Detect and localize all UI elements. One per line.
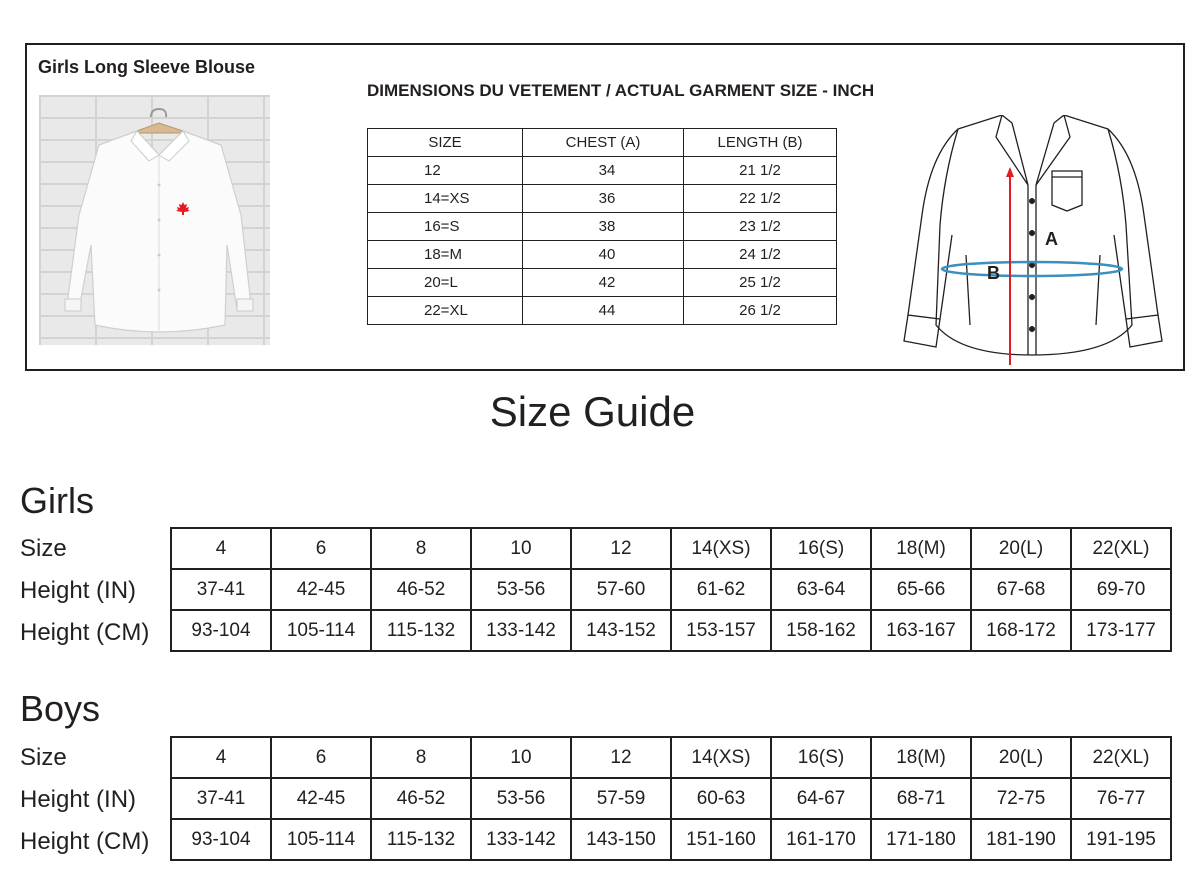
length-label-b: B [987,263,1000,283]
height-in-cell: 53-56 [471,778,571,819]
size-cell: 16(S) [771,737,871,778]
blouse-photo-illustration [39,95,270,345]
garment-table-header [368,129,837,157]
size-cell: 4 [171,528,271,569]
row-label-height-in: Height (IN) [20,786,137,813]
height-in-cell: 57-60 [571,569,671,610]
height-in-cell: 72-75 [971,778,1071,819]
girls-size-table [170,527,1172,652]
height-cm-row [171,610,1171,651]
chest-cell: 42 [523,269,684,297]
length-cell: 26 1/2 [684,297,837,325]
height-in-cell: 37-41 [171,569,271,610]
size-cell: 8 [371,528,471,569]
size-cell: 20(L) [971,528,1071,569]
chest-cell: 34 [523,157,684,185]
size-cell: 14(XS) [671,737,771,778]
size-cell: 14=XS [368,185,523,213]
height-in-cell: 42-45 [271,569,371,610]
size-cell: 22(XL) [1071,528,1171,569]
height-in-cell: 46-52 [371,569,471,610]
table-row [368,241,837,269]
height-in-row [171,778,1171,819]
size-cell: 8 [371,737,471,778]
size-cell: 12 [571,528,671,569]
table-row [368,269,837,297]
table-row [368,157,837,185]
length-cell: 23 1/2 [684,213,837,241]
shirt-buttons [1029,198,1035,332]
size-cell: 14(XS) [671,528,771,569]
maple-leaf-logo-icon [176,202,190,218]
chest-cell: 36 [523,185,684,213]
height-in-cell: 67-68 [971,569,1071,610]
size-cell: 20(L) [971,737,1071,778]
size-cell: 6 [271,528,371,569]
garment-size-heading: DIMENSIONS DU VETEMENT / ACTUAL GARMENT SIZE - INCH [367,81,875,100]
size-cell: 12 [368,157,523,185]
boys-row-labels [20,737,149,863]
row-label-size: Size [20,744,67,771]
chest-cell: 38 [523,213,684,241]
size-cell: 16=S [368,213,523,241]
size-cell: 22=XL [368,297,523,325]
boys-size-table [170,736,1172,861]
size-row [171,737,1171,778]
height-cm-cell: 105-114 [271,819,371,860]
column-header: CHEST (A) [523,129,684,157]
length-cell: 22 1/2 [684,185,837,213]
height-in-cell: 60-63 [671,778,771,819]
chest-label-a: A [1045,229,1058,249]
height-cm-cell: 163-167 [871,610,971,651]
height-cm-cell: 93-104 [171,819,271,860]
height-cm-cell: 93-104 [171,610,271,651]
height-in-cell: 68-71 [871,778,971,819]
height-cm-row [171,819,1171,860]
size-cell: 12 [571,737,671,778]
height-cm-cell: 151-160 [671,819,771,860]
height-cm-cell: 191-195 [1071,819,1171,860]
length-cell: 21 1/2 [684,157,837,185]
garment-size-table [367,128,837,325]
height-cm-cell: 115-132 [371,819,471,860]
height-cm-cell: 143-152 [571,610,671,651]
size-cell: 18(M) [871,737,971,778]
height-cm-cell: 115-132 [371,610,471,651]
height-in-cell: 37-41 [171,778,271,819]
height-in-cell: 65-66 [871,569,971,610]
length-cell: 24 1/2 [684,241,837,269]
product-title: Girls Long Sleeve Blouse [38,57,256,77]
height-cm-cell: 133-142 [471,819,571,860]
height-cm-cell: 171-180 [871,819,971,860]
size-cell: 18=M [368,241,523,269]
height-cm-cell: 168-172 [971,610,1071,651]
column-header: SIZE [368,129,523,157]
height-cm-cell: 153-157 [671,610,771,651]
row-label-height-cm: Height (CM) [20,619,150,646]
table-row [368,297,837,325]
size-cell: 22(XL) [1071,737,1171,778]
girls-section-title: Girls [20,480,94,521]
height-cm-cell: 161-170 [771,819,871,860]
height-in-cell: 42-45 [271,778,371,819]
size-guide-title: Size Guide [489,388,696,435]
column-header: LENGTH (B) [684,129,837,157]
height-cm-cell: 173-177 [1071,610,1171,651]
length-cell: 25 1/2 [684,269,837,297]
height-in-cell: 76-77 [1071,778,1171,819]
shirt-measurement-diagram [900,115,1170,365]
table-row [368,185,837,213]
height-cm-cell: 158-162 [771,610,871,651]
height-cm-cell: 133-142 [471,610,571,651]
height-in-cell: 53-56 [471,569,571,610]
product-info-panel [25,43,1185,371]
row-label-height-cm: Height (CM) [20,828,150,855]
size-cell: 18(M) [871,528,971,569]
size-cell: 4 [171,737,271,778]
product-photo [39,95,270,345]
size-cell: 20=L [368,269,523,297]
table-row [368,213,837,241]
height-in-cell: 63-64 [771,569,871,610]
size-cell: 10 [471,528,571,569]
height-cm-cell: 105-114 [271,610,371,651]
height-in-cell: 61-62 [671,569,771,610]
chest-cell: 44 [523,297,684,325]
size-cell: 16(S) [771,528,871,569]
height-in-cell: 57-59 [571,778,671,819]
height-in-cell: 46-52 [371,778,471,819]
row-label-size: Size [20,535,67,562]
height-cm-cell: 181-190 [971,819,1071,860]
size-cell: 6 [271,737,371,778]
boys-section-title: Boys [20,688,101,729]
height-in-cell: 69-70 [1071,569,1171,610]
girls-row-labels [20,528,149,654]
height-in-row [171,569,1171,610]
size-row [171,528,1171,569]
height-in-cell: 64-67 [771,778,871,819]
row-label-height-in: Height (IN) [20,577,137,604]
height-cm-cell: 143-150 [571,819,671,860]
chest-cell: 40 [523,241,684,269]
size-cell: 10 [471,737,571,778]
